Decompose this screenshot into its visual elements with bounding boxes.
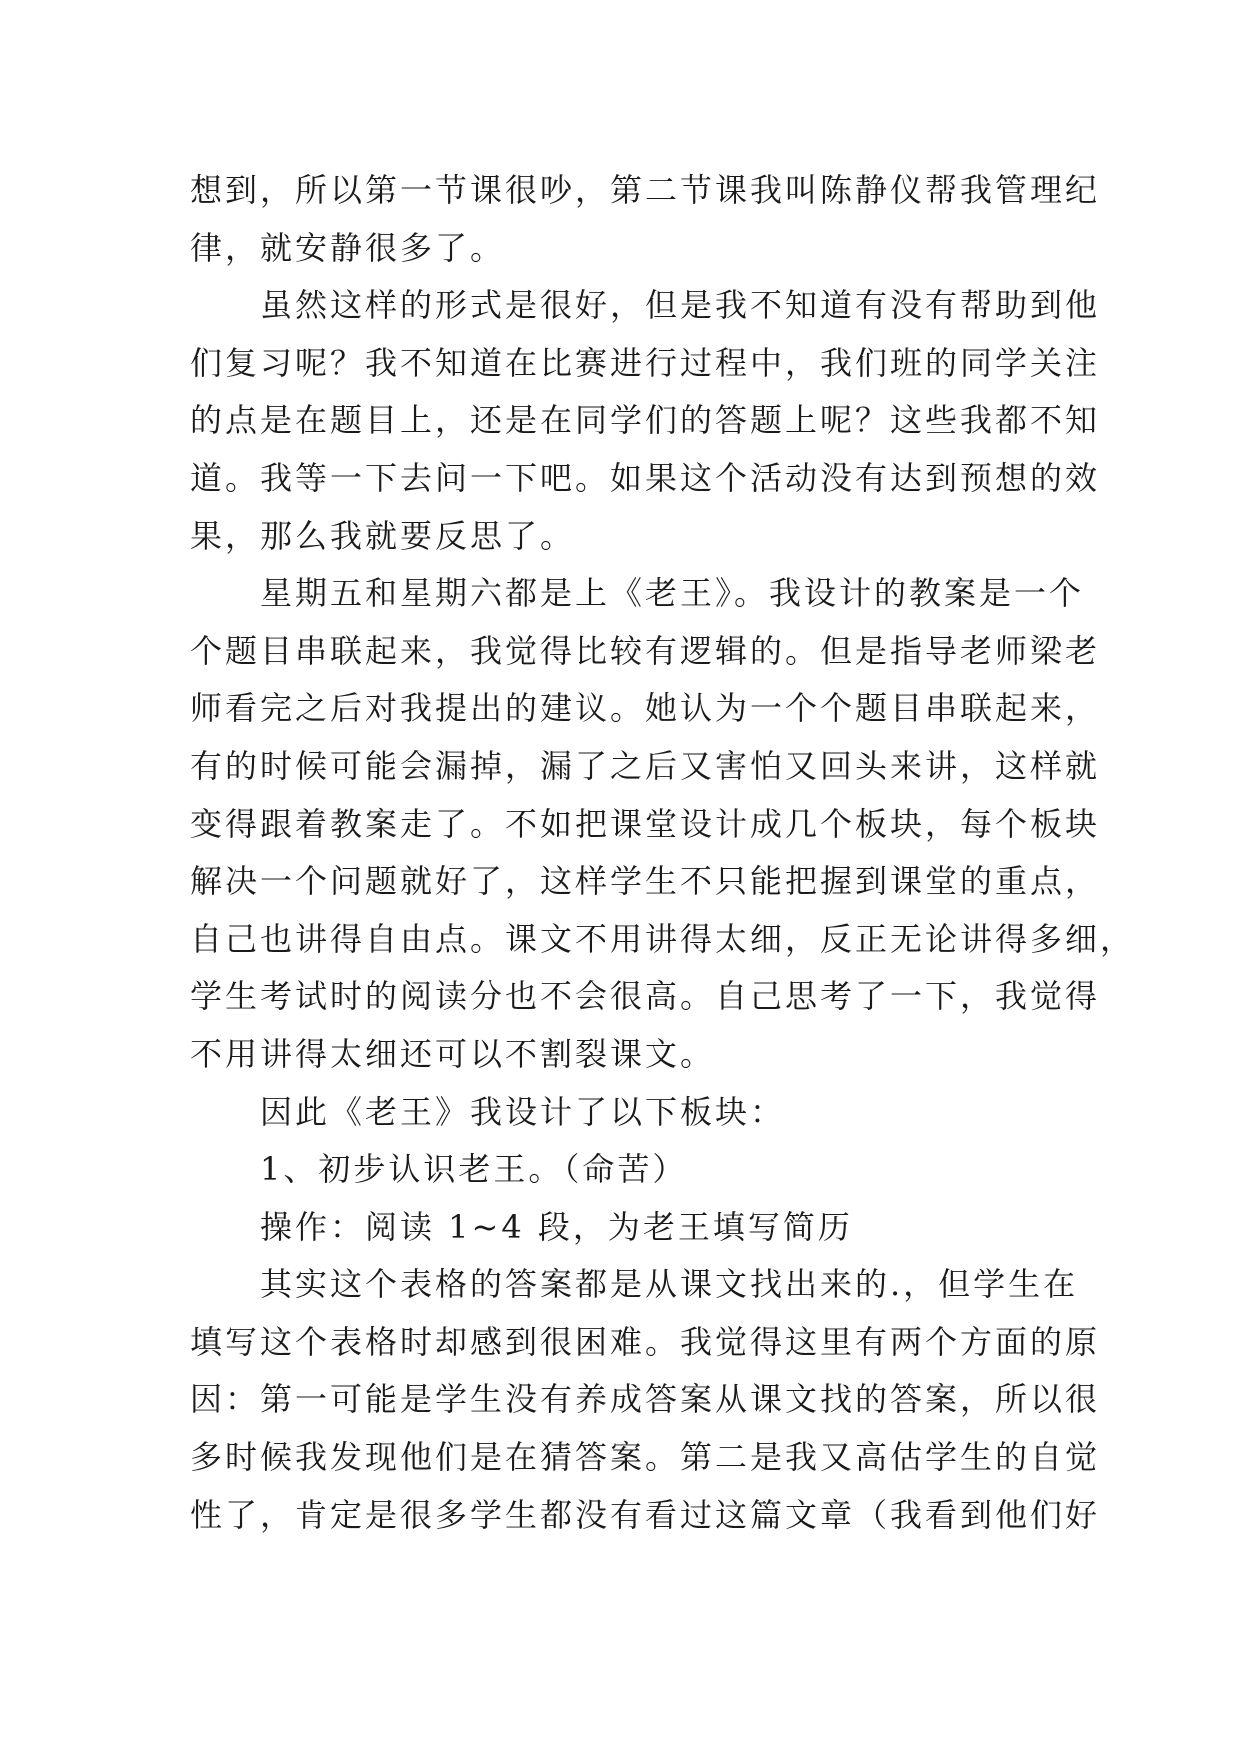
operation-line: 操作：阅读 1~4 段，为老王填写简历 bbox=[260, 1207, 853, 1246]
list-item-line: 1、初步认识老王。（命苦） bbox=[260, 1150, 688, 1189]
text-line: 个题目串联起来，我觉得比较有逻辑的。但是指导老师梁老 bbox=[190, 631, 1101, 670]
paragraph-start-line: 因此《老王》我设计了以下板块： bbox=[260, 1092, 786, 1131]
text-line: 果，那么我就要反思了。 bbox=[190, 516, 576, 555]
text-line: 有的时候可能会漏掉，漏了之后又害怕又回头来讲，这样就 bbox=[190, 746, 1101, 785]
paragraph-start-line: 其实这个表格的答案都是从课文找出来的.，但学生在 bbox=[260, 1265, 1079, 1304]
text-line: 不用讲得太细还可以不割裂课文。 bbox=[190, 1034, 716, 1073]
text-line: 道。我等一下去问一下吧。如果这个活动没有达到预想的效 bbox=[190, 458, 1101, 497]
text-line: 因：第一可能是学生没有养成答案从课文找的答案，所以很 bbox=[190, 1380, 1101, 1419]
text-line: 想到，所以第一节课很吵，第二节课我叫陈静仪帮我管理纪 bbox=[190, 171, 1101, 209]
paragraph-start-line: 星期五和星期六都是上《老王》。我设计的教案是一个 bbox=[260, 574, 1085, 613]
text-line: 学生考试时的阅读分也不会很高。自己思考了一下，我觉得 bbox=[190, 977, 1101, 1016]
text-line: 解决一个问题就好了，这样学生不只能把握到课堂的重点， bbox=[190, 862, 1101, 901]
text-line: 律，就安静很多了。 bbox=[190, 228, 506, 267]
text-line: 的点是在题目上，还是在同学们的答题上呢？这些我都不知 bbox=[190, 401, 1101, 440]
body-text bbox=[190, 162, 1136, 1544]
paragraph-start-line: 虽然这样的形式是很好，但是我不知道有没有帮助到他 bbox=[260, 286, 1101, 325]
text-line: 多时候我发现他们是在猜答案。第二是我又高估学生的自觉 bbox=[190, 1438, 1101, 1477]
text-line: 变得跟着教案走了。不如把课堂设计成几个板块，每个板块 bbox=[190, 804, 1101, 843]
text-line: 性了，肯定是很多学生都没有看过这篇文章（我看到他们好 bbox=[190, 1495, 1101, 1534]
text-line: 自己也讲得自由点。课文不用讲得太细，反正无论讲得多细， bbox=[190, 919, 1136, 958]
text-line: 填写这个表格时却感到很困难。我觉得这里有两个方面的原 bbox=[190, 1322, 1101, 1361]
text-line: 们复习呢？我不知道在比赛进行过程中，我们班的同学关注 bbox=[190, 343, 1101, 382]
text-line: 师看完之后对我提出的建议。她认为一个个题目串联起来， bbox=[190, 689, 1101, 728]
